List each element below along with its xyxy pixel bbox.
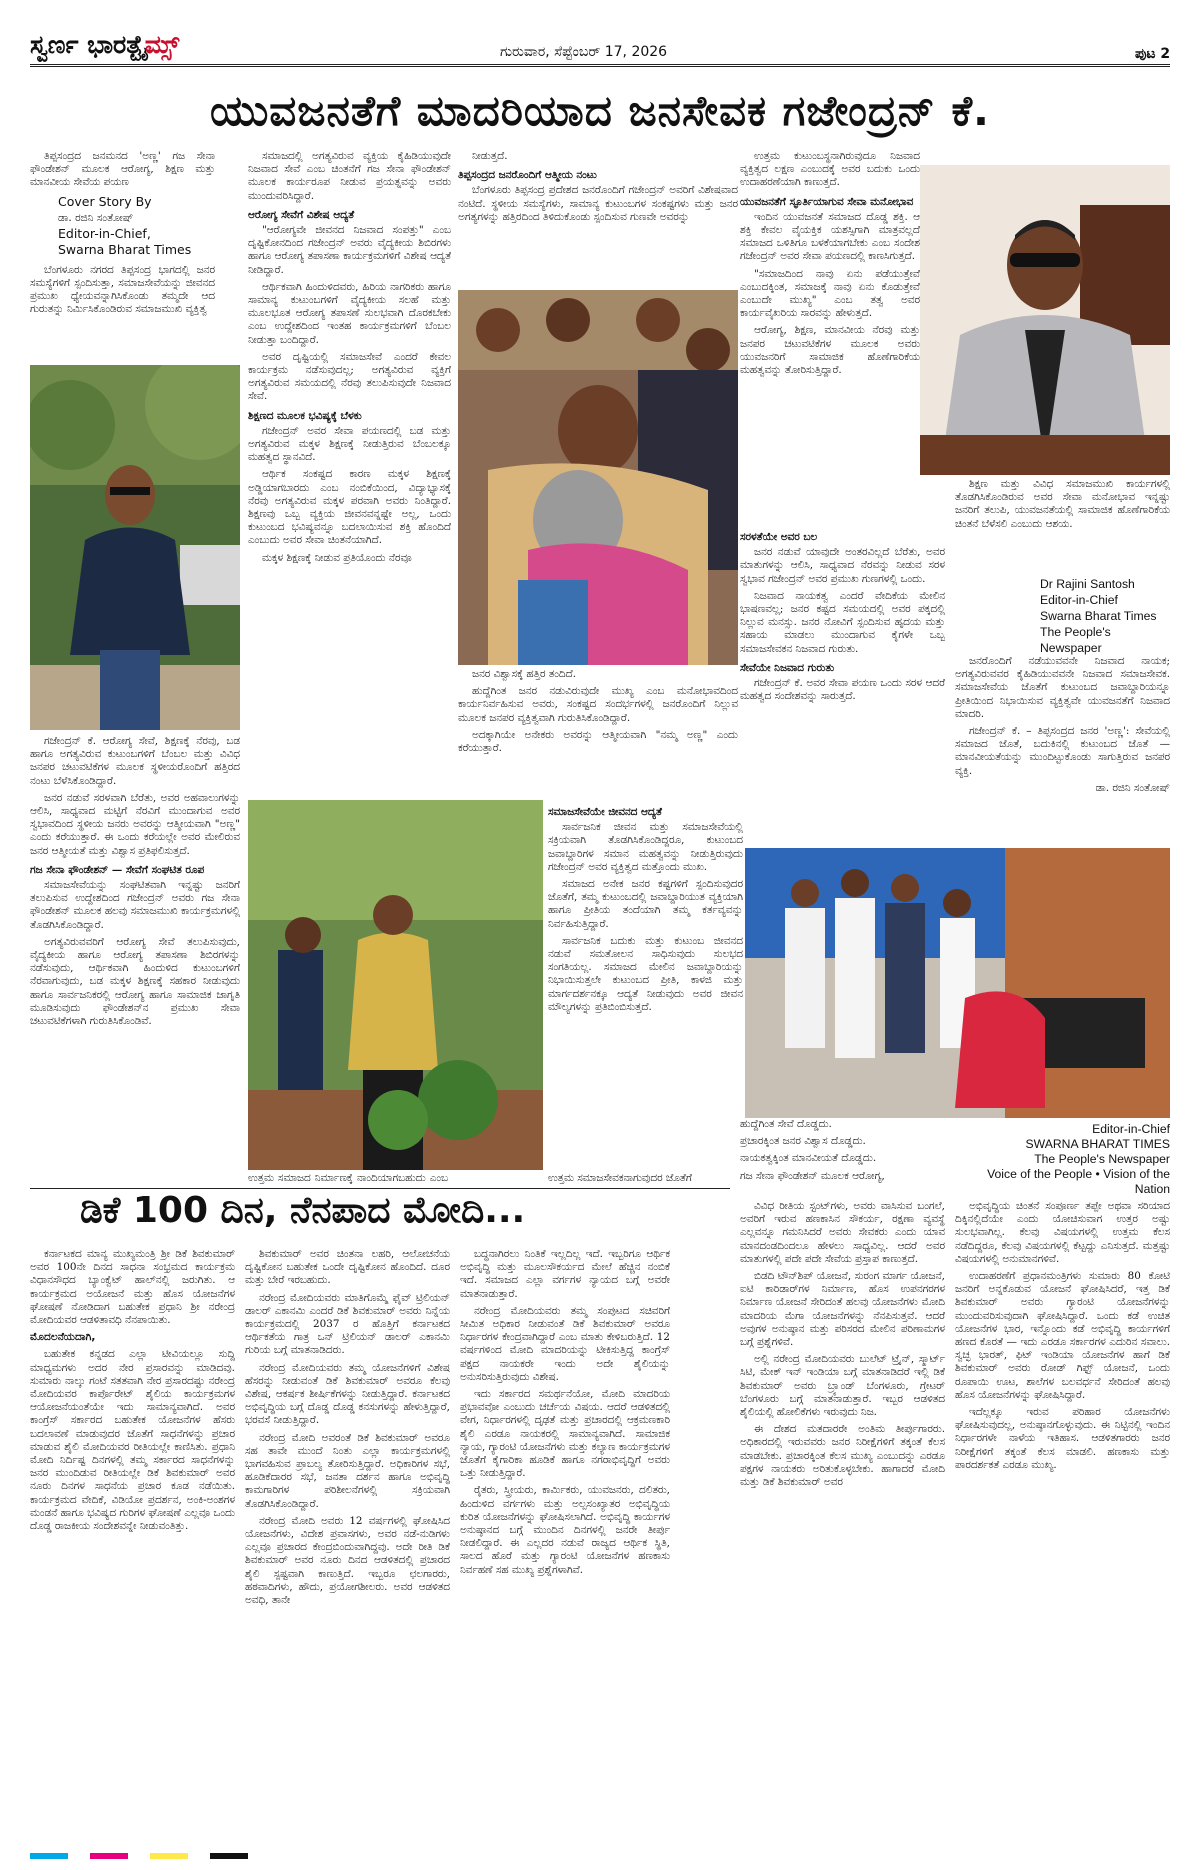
s2-c3-p1: ಬದ್ಧನಾಗಿರಲು ನಿಂತಿಕೆ ಇಲ್ಲದಿಲ್ಲ ಇದೆ. ಇಬ್ಬರಿಗೂ ಆರ್ಥಿಕ ಅಭಿವೃದ್ಧಿ ಮತ್ತು ಮೂಲಸೌಕರ್ಯದ ಮೇಲೆ ಹೆಚ್ಚಿನ ನಂಬಿಕೆ ಇದೆ. ಸಮಾಜದ ಎಲ್ಲಾ ವರ್ಗಗಳ ನ್ಯಾಯದ ಬಗ್ಗೆ ಅವರೇ ಮಾತನಾಡುತ್ತಾರೆ. — [460, 1248, 670, 1300]
s2-c1-p3: ಬಹುತೇಕ ಕನ್ನಡದ ಎಲ್ಲಾ ಟೀವಿಯಲ್ಲೂ ಸುದ್ದಿ ಮಾಧ್ಯಮಗಳು ಅದರ ನೇರ ಪ್ರಸಾರವನ್ನು ಮಾಡಿದವು. ಸುಮಾರು ನಾಲ್ಕು ಗಂಟೆ ಸತತವಾಗಿ ನೇರ ಪ್ರಸಾರದಷ್ಟು ನರೇಂದ್ರ ಮೋದಿಯವರ ಕಾರ್ಪೊರೇಟ್ ಶೈಲಿಯ ಕಾರ್ಯಕ್ರಮಗಳ ಆಯೋಜನೆಯಂತೆಯೇ ಇದು ಸಾಮಾನ್ಯವಾಗಿದೆ. ಅವರ ಕಾಂಗ್ರೆಸ್ ಸರ್ಕಾರದ ಬಹುತೇಕ ಯೋಜನೆಗಳ ಹೆಸರು ಬದಲಾವಣೆ ಮಾಡುವುದರ ಜೊತೆಗೆ ಸಾಧನೆಗಳನ್ನು ಪ್ರಚಾರ ಮಾಡುವ ಶೈಲಿ ಮೋದಿಯವರ ರೀತಿಯಲ್ಲೇ ಕಾಣಿಸಿತು. ಪ್ರಧಾನಿ ಮೋದಿ ನಿರ್ದಿಷ್ಟ ದಿನಗಳಲ್ಲಿ ತಮ್ಮ ಸರ್ಕಾರದ ಸಾಧನೆಗಳನ್ನು ಜನರ ಮುಂದಿಡುವ ರೀತಿಯಲ್ಲೇ ಡಿಕೆ ಶಿವಕುಮಾರ್ ಅವರ ನೂರು ದಿನಗಳ ಸಾಧನೆಯ ಪ್ರಚಾರ ಕೂಡ ನಡೆಯಿತು. ಕಾರ್ಯಕ್ರಮದ ವೇದಿಕೆ, ವಿಡಿಯೋ ಪ್ರದರ್ಶನ, ಅಂಕಿ-ಅಂಶಗಳ ಮಂಡನೆ ಹಾಗೂ ಭವಿಷ್ಯದ ಗುರಿಗಳ ಘೋಷಣೆ ಎಲ್ಲವೂ ಒಂದು ದೊಡ್ಡ ರಾಜಕೀಯ ಸಂದೇಶವನ್ನೇ ನೀಡುವಂತಿತ್ತು. — [30, 1348, 235, 1533]
col1-para-3: ಸಮಾಜಸೇವೆಯನ್ನು ಸಂಘಟಿತವಾಗಿ ಇನ್ನಷ್ಟು ಜನರಿಗೆ ತಲುಪಿಸುವ ಉದ್ದೇಶದಿಂದ ಗಜೇಂದ್ರನ್ ಅವರು ಗಜ ಸೇನಾ ಫೌಂಡೇಶನ್ ಮೂಲಕ ಹಲವು ಸಮಾಜಮುಖಿ ಕಾರ್ಯಕ್ರಮಗಳಲ್ಲಿ ತೊಡಗಿಸಿಕೊಂಡಿದ್ದಾರೆ. — [30, 879, 240, 931]
col4-subhead-2: ಸರಳತೆಯೇ ಅವರ ಬಲ — [740, 531, 818, 543]
s2-c3-p4: ರೈತರು, ಸ್ತ್ರೀಯರು, ಕಾರ್ಮಿಕರು, ಯುವಜನರು, ದಲಿತರು, ಹಿಂದುಳಿದ ವರ್ಗಗಳು ಮತ್ತು ಅಲ್ಪಸಂಖ್ಯಾತರ ಅಭಿವೃದ್ಧಿಯ ಕುರಿತ ಯೋಜನೆಗಳನ್ನು ಘೋಷಿಸಲಾಗಿದೆ. ಅಭಿವೃದ್ಧಿ ಕಾರ್ಯಗಳ ಅನುಷ್ಠಾನದ ಬಗ್ಗೆ ಮುಂದಿನ ದಿನಗಳಲ್ಲಿ ಜನರೇ ತೀರ್ಪು ನೀಡಲಿದ್ದಾರೆ. ಈ ಎಲ್ಲದರ ನಡುವೆ ರಾಜ್ಯದ ಆರ್ಥಿಕ ಸ್ಥಿತಿ, ಸಾಲದ ಹೊರೆ ಮತ್ತು ಗ್ಯಾರಂಟಿ ಯೋಜನೆಗಳ ಹಣಕಾಸು ನಿರ್ವಹಣೆ ಸಹ ಮುಖ್ಯ ಪ್ರಶ್ನೆಗಳಾಗಿವೆ. — [460, 1484, 670, 1576]
s2-c2-p4: ನರೇಂದ್ರ ಮೋದಿ ಅವರಂತೆ ಡಿಕೆ ಶಿವಕುಮಾರ್ ಅವರೂ ಸಹ ತಾವೇ ಮುಂದೆ ನಿಂತು ಎಲ್ಲಾ ಕಾರ್ಯಕ್ರಮಗಳಲ್ಲಿ ಭಾಗವಹಿಸುವ ಪ್ರಾಬಲ್ಯ ತೋರಿಸುತ್ತಿದ್ದಾರೆ. ಅಧಿಕಾರಿಗಳ ಸಭೆ, ಹೂಡಿಕೆದಾರರ ಸಭೆ, ಜನತಾ ದರ್ಶನ ಹಾಗೂ ಅಭಿವೃದ್ಧಿ ಕಾಮಗಾರಿಗಳ ಪರಿಶೀಲನೆಗಳಲ್ಲಿ ಸಕ್ರಿಯವಾಗಿ ತೊಡಗಿಸಿಕೊಂಡಿದ್ದಾರೆ. — [245, 1431, 450, 1510]
col4-list-3: ನಾಯಕತ್ವಕ್ಕಿಂತ ಮಾನವೀಯತೆ ದೊಡ್ಡದು. — [740, 1152, 877, 1165]
issue-date: ಗುರುವಾರ, ಸೆಪ್ಟೆಂಬರ್ 17, 2026 — [500, 44, 668, 60]
col2-continuation — [248, 1172, 448, 1186]
col4-para-5: ಜನರ ನಡುವೆ ಯಾವುದೇ ಅಂತರವಿಲ್ಲದೆ ಬೆರೆತು, ಅವರ ಮಾತುಗಳನ್ನು ಆಲಿಸಿ, ಸಾಧ್ಯವಾದ ನೆರವನ್ನು ನೀಡುವ ಸರಳ ಸ್ವಭಾವ ಗಜೇಂದ್ರನ್ ಅವರ ಪ್ರಮುಖ ಗುಣಗಳಲ್ಲಿ ಒಂದು. — [740, 546, 945, 585]
byline-line-1: Cover Story By — [58, 193, 152, 209]
s2-c5-p1: ಅಭಿವೃದ್ಧಿಯ ಚಿಂತನೆ ಸಂಪೂರ್ಣ ತಪ್ಪೇ ಅಥವಾ ಸರಿಯಾದ ದಿಕ್ಕಿನಲ್ಲಿದೆಯೇ ಎಂದು ಯೋಚಿಸುವಾಗ ಉತ್ತರ ಅಷ್ಟು ಸುಲಭವಾಗಿಲ್ಲ. ಕೆಲವು ವಿಷಯಗಳಲ್ಲಿ ಉತ್ತಮ ಕೆಲಸ ನಡೆದಿದ್ದರೂ, ಕೆಲವು ವಿಷಯಗಳಲ್ಲಿ ಕೆಟ್ಟದ್ದು ಎನಿಸುತ್ತದೆ. ಮತ್ತಷ್ಟು ವಿಷಯಗಳಲ್ಲಿ ಅನುಮಾನಗಳಿವೆ. — [955, 1200, 1170, 1265]
col2-para-2: "ಆರೋಗ್ಯವೇ ಜೀವನದ ನಿಜವಾದ ಸಂಪತ್ತು" ಎಂಬ ದೃಷ್ಟಿಕೋನದಿಂದ ಗಜೇಂದ್ರನ್ ಅವರು ವೈದ್ಯಕೀಯ ಶಿಬಿರಗಳು ಹಾಗೂ ಆರೋಗ್ಯ ತಪಾಸಣಾ ಕಾರ್ಯಕ್ರಮಗಳಿಗೆ ವಿಶೇಷ ಆದ್ಯತೆ ನೀಡಿದ್ದಾರೆ. — [248, 224, 451, 276]
col3-para-6: ಸಾರ್ವಜನಿಕ ಜೀವನ ಮತ್ತು ಸಮಾಜಸೇವೆಯಲ್ಲಿ ಸಕ್ರಿಯವಾಗಿ ತೊಡಗಿಸಿಕೊಂಡಿದ್ದರೂ, ಕುಟುಂಬದ ಜವಾಬ್ದಾರಿಗಳ ಸಮಾನ ಮಹತ್ವವನ್ನು ನೀಡುತ್ತಿರುವುದು ಗಜೇಂದ್ರನ್ ಅವರ ವ್ಯಕ್ತಿತ್ವದ ಮತ್ತೊಂದು ಮುಖ. — [548, 821, 743, 873]
col5-para-2: ಜನರೊಂದಿಗೆ ನಡೆಯುವವನೇ ನಿಜವಾದ ನಾಯಕ; ಅಗತ್ಯವಿರುವವರ ಕೈಹಿಡಿಯುವವನೇ ನಿಜವಾದ ಸಮಾಜಸೇವಕ. ಸಮಾಜಸೇವೆಯ ಜೊತೆಗೆ ಕುಟುಂಬದ ಜವಾಬ್ದಾರಿಯನ್ನೂ ಪ್ರೀತಿಯಿಂದ ನಿಭಾಯಿಸುವ ವ್ಯಕ್ತಿತ್ವವೇ ಯುವಜನತೆಗೆ ನಿಜವಾದ ಮಾದರಿ. — [955, 655, 1170, 720]
story1-col3-top — [458, 150, 738, 290]
portrait-illustration — [30, 365, 240, 730]
sig1-line-3: Swarna Bharat Times — [1040, 609, 1157, 623]
cmyk-bar-black — [210, 1853, 248, 1859]
col3-subhead-1: ತಿಪ್ಪಸಂದ್ರದ ಜನರೊಂದಿಗೆ ಆತ್ಮೀಯ ನಂಟು — [458, 169, 597, 182]
s2-c4-p4: ಈ ದೇಶದ ಮತದಾರರೇ ಅಂತಿಮ ತೀರ್ಪುಗಾರರು. ಅಧಿಕಾರದಲ್ಲಿ ಇರುವವರು ಜನರ ನಿರೀಕ್ಷೆಗಳಿಗೆ ತಕ್ಕಂತೆ ಕೆಲಸ ಮಾಡಬೇಕು. ಪ್ರಚಾರಕ್ಕಿಂತ ಕೆಲಸ ಮುಖ್ಯ ಎಂಬುದನ್ನು ಎರಡೂ ಪಕ್ಷಗಳ ನಾಯಕರು ಅರಿತುಕೊಳ್ಳಬೇಕು. ಹಾಗಾದರೆ ಮೋದಿ ಮತ್ತು ಡಿಕೆ ಶಿವಕುಮಾರ್ ಅವರ — [740, 1423, 945, 1489]
col3-para-1: ನೀಡುತ್ತದೆ. — [472, 150, 508, 162]
medical-camp-illustration — [745, 848, 1170, 1118]
cmyk-bar-cyan — [30, 1853, 68, 1859]
story1-col3-mid — [458, 668, 738, 798]
s2-c2-p1: ಶಿವಕುಮಾರ್ ಅವರ ಚಿಂತನಾ ಲಹರಿ, ಆಲೋಚನೆಯ ದೃಷ್ಟಿಕೋನ ಬಹುತೇಕ ಒಂದೇ ದೃಷ್ಟಿಕೋನ ಹೊಂದಿದೆ. ದೂರ ಮತ್ತು ಬೇರೆ ಇರಬಹುದು. — [245, 1248, 450, 1287]
hug-illustration — [458, 290, 738, 665]
s2-c2-p5: ನರೇಂದ್ರ ಮೋದಿ ಅವರು 12 ವರ್ಷಗಳಲ್ಲಿ ಘೋಷಿಸಿದ ಯೋಜನೆಗಳು, ವಿದೇಶ ಪ್ರವಾಸಗಳು, ಅವರ ನಡೆ-ನುಡಿಗಳು ಎಲ್ಲವೂ ಪ್ರಚಾರದ ಕೇಂದ್ರಬಿಂದುವಾಗಿದ್ದವು. ಅದೇ ರೀತಿ ಡಿಕೆ ಶಿವಕುಮಾರ್ ಅವರ ನೂರು ದಿನದ ಆಡಳಿತದಲ್ಲಿ ಪ್ರಚಾರದ ಶೈಲಿ ಸ್ಪಷ್ಟವಾಗಿ ಕಾಣುತ್ತಿದೆ. ಇಬ್ಬರೂ ಛಲಗಾರರು, ಹಠವಾದಿಗಳು, ಹೌದು, ಪ್ರಯೋಗಶೀಲರು. ಅವರ ಆಡಳಿತದ ಅವಧಿ, ತಾನೇ — [245, 1514, 450, 1607]
s2-c1-p2: ಮೊದಲನೆಯದಾಗಿ, — [30, 1331, 96, 1344]
col2-para-4: ಅವರ ದೃಷ್ಟಿಯಲ್ಲಿ ಸಮಾಜಸೇವೆ ಎಂದರೆ ಕೇವಲ ಕಾರ್ಯಕ್ರಮ ನಡೆಸುವುದಲ್ಲ; ಅಗತ್ಯವಿರುವ ವ್ಯಕ್ತಿಗೆ ಅಗತ್ಯವಿರುವ ಸಮಯದಲ್ಲಿ ನೆರವು ತಲುಪಿಸುವುದೇ ನಿಜವಾದ ಸೇವೆ. — [248, 350, 451, 403]
col4-para-6: ನಿಜವಾದ ನಾಯಕತ್ವ ಎಂದರೆ ವೇದಿಕೆಯ ಮೇಲಿನ ಭಾಷಣವಲ್ಲ; ಜನರ ಕಷ್ಟದ ಸಮಯದಲ್ಲಿ ಅವರ ಪಕ್ಕದಲ್ಲಿ ನಿಲ್ಲುವ ಮನಸ್ಸು. ಜನರ ನೋವಿಗೆ ಸ್ಪಂದಿಸುವ ಹೃದಯ ಮತ್ತು ಸಹಾಯ ಮಾಡಲು ಮುಂದಾಗುವ ಕೈಗಳೇ ಒಬ್ಬ ಸಮಾಜಸೇವಕನ ನಿಜವಾದ ಗುರುತು. — [740, 589, 945, 655]
masthead-part2: ಟೈಮ್ಸ್ — [144, 30, 180, 59]
col4-subhead-1: ಯುವಜನತೆಗೆ ಸ್ಫೂರ್ತಿಯಾಗುವ ಸೇವಾ ಮನೋಭಾವ — [740, 195, 914, 208]
story2-col5 — [955, 1200, 1170, 1843]
s2-c4-p1: ವಿವಿಧ ರೀತಿಯ ಸ್ಟಂಟ್‌ಗಳು, ಅವರು ವಾಸಿಸುವ ಬಂಗಲೆ, ಅವರಿಗೆ ಇರುವ ಹಣಕಾಸಿನ ಸೌಕರ್ಯ, ರಕ್ಷಣಾ ವ್ಯವಸ್ಥೆ ಎಲ್ಲವನ್ನೂ ಗಮನಿಸಿದರೆ ಅವರು ಸೇವಕರು ಎಂದು ಯಾವ ಮಾನದಂಡದಿಂದಲೂ ಹೇಳಲು ಸಾಧ್ಯವಿಲ್ಲ. ಆದರೆ ಅವರ ಮಾತುಗಳಲ್ಲಿ ಪದೇ ಪದೇ ಸೇವೆಯ ಪ್ರಸ್ತಾಪ ಕಾಣುತ್ತದೆ. — [740, 1200, 945, 1265]
byline-line-4: Swarna Bharat Times — [58, 241, 192, 257]
signature-block-2 — [950, 1122, 1170, 1197]
s2-c4-p3: ಅಲ್ಲಿ ನರೇಂದ್ರ ಮೋದಿಯವರು ಬುಲೆಟ್ ಟ್ರೈನ್, ಸ್ಮಾರ್ಟ್ ಸಿಟಿ, ಮೇಕ್ ಇನ್ ಇಂಡಿಯಾ ಬಗ್ಗೆ ಮಾತನಾಡಿದರೆ ಇಲ್ಲಿ ಡಿಕೆ ಶಿವಕುಮಾರ್ ಅವರು ಬ್ರ್ಯಾಂಡ್ ಬೆಂಗಳೂರು, ಗ್ರೇಟರ್ ಬೆಂಗಳೂರು ಬಗ್ಗೆ ಮಾತನಾಡುತ್ತಾರೆ. ಇಬ್ಬರ ಆಡಳಿತದ ಶೈಲಿಯಲ್ಲಿ ಹೋಲಿಕೆಗಳು ಇರುವುದು ನಿಜ. — [740, 1353, 945, 1419]
sig1-line-1: Dr Rajini Santosh — [1040, 577, 1135, 591]
story1-col1-bottom — [30, 735, 240, 1175]
masthead-logo — [30, 30, 179, 60]
photo-gajendran-portrait — [30, 365, 240, 730]
story1-col4-bottom — [740, 525, 945, 845]
col4-para-2: ಇಂದಿನ ಯುವಜನತೆ ಸಮಾಜದ ದೊಡ್ಡ ಶಕ್ತಿ. ಆ ಶಕ್ತಿ ಕೇವಲ ವೈಯಕ್ತಿಕ ಯಶಸ್ಸಿಗಾಗಿ ಮಾತ್ರವಲ್ಲದೆ ಸಮಾಜದ ಒಳಿತಿಗೂ ಬಳಕೆಯಾಗಬೇಕು ಎಂಬ ಸಂದೇಶ ಗಜೇಂದ್ರನ್ ಅವರ ಸೇವಾ ಪಯಣದಲ್ಲಿ ಕಾಣಸಿಗುತ್ತದೆ. — [740, 210, 920, 263]
col4-para-4: ಆರೋಗ್ಯ, ಶಿಕ್ಷಣ, ಮಾನವೀಯ ನೆರವು ಮತ್ತು ಜನಪರ ಚಟುವಟಿಕೆಗಳ ಮೂಲಕ ಅವರು ಯುವಜನರಿಗೆ ಸಾಮಾಜಿಕ ಹೊಣೆಗಾರಿಕೆಯ ಮಹತ್ವವನ್ನು ತೋರಿಸುತ್ತಿದ್ದಾರೆ. — [740, 324, 920, 377]
col2-subhead-2: ಶಿಕ್ಷಣದ ಮೂಲಕ ಭವಿಷ್ಯಕ್ಕೆ ಬೆಳಕು — [248, 409, 362, 422]
col3-para-3: ಜನರ ವಿಶ್ವಾಸಕ್ಕೆ ಹತ್ತಿರ ತಂದಿದೆ. — [472, 668, 577, 680]
masthead-part1: ಸ್ವರ್ಣ ಭಾರತ್ — [30, 30, 145, 59]
col3-subhead-2: ಸಮಾಜಸೇವೆಯೇ ಜೀವನದ ಆದ್ಯತೆ — [548, 806, 662, 818]
photo-medical-camp — [745, 848, 1170, 1118]
sig1-line-2: Editor-in-Chief — [1040, 593, 1118, 607]
col3-para-4: ಹುದ್ದೆಗಿಂತ ಜನರ ನಡುವಿರುವುದೇ ಮುಖ್ಯ ಎಂಬ ಮನೋಭಾವದಿಂದ ಕಾರ್ಯನಿರ್ವಹಿಸುವ ಅವರು, ಸಂಕಷ್ಟದ ಸಂದರ್ಭಗಳಲ್ಲಿ ಜನರೊಂದಿಗೆ ನಿಲ್ಲುವ ಮೂಲಕ ಜನಪರ ವ್ಯಕ್ತಿತ್ವವಾಗಿ ಗುರುತಿಸಿಕೊಂಡಿದ್ದಾರೆ. — [458, 685, 738, 724]
col2-para-6: ಆರ್ಥಿಕ ಸಂಕಷ್ಟದ ಕಾರಣ ಮಕ್ಕಳ ಶಿಕ್ಷಣಕ್ಕೆ ಅಡ್ಡಿಯಾಗಬಾರದು ಎಂಬ ನಂಬಿಕೆಯಿಂದ, ವಿದ್ಯಾಭ್ಯಾಸಕ್ಕೆ ನೆರವು ಅಗತ್ಯವಿರುವ ಮಕ್ಕಳ ಪರವಾಗಿ ಅವರು ನಿಂತಿದ್ದಾರೆ. ಶಿಕ್ಷಣವು ಒಬ್ಬ ವ್ಯಕ್ತಿಯ ಜೀವನವನ್ನಷ್ಟೇ ಅಲ್ಲ, ಒಂದು ಕುಟುಂಬದ ಭವಿಷ್ಯವನ್ನೂ ಬದಲಾಯಿಸುವ ಶಕ್ತಿ ಹೊಂದಿದೆ ಎಂಬುದು ಅವರ ಸೇವಾ ಚಿಂತನೆಯಾಗಿದೆ. — [248, 468, 451, 547]
story1-headline: ಯುವಜನತೆಗೆ ಮಾದರಿಯಾದ ಜನಸೇವಕ ಗಜೇಂದ್ರನ್ ಕೆ. — [209, 86, 991, 135]
col3-para-7: ಸಮಾಜದ ಅನೇಕ ಜನರ ಕಷ್ಟಗಳಿಗೆ ಸ್ಪಂದಿಸುವುದರ ಜೊತೆಗೆ, ತಮ್ಮ ಕುಟುಂಬದಲ್ಲಿ ಜವಾಬ್ದಾರಿಯುತ ವ್ಯಕ್ತಿಯಾಗಿ ಹಾಗೂ ಪ್ರೀತಿಯ ತಂದೆಯಾಗಿ ತಮ್ಮ ಕರ್ತವ್ಯವನ್ನು ನಿರ್ವಹಿಸುತ್ತಿದ್ದಾರೆ. — [548, 878, 743, 930]
story1-col4-top — [740, 150, 920, 520]
col4-subhead-3: ಸೇವೆಯೇ ನಿಜವಾದ ಗುರುತು — [740, 661, 835, 674]
byline-line-3: Editor-in-Chief, — [58, 225, 151, 241]
sig1-line-4: The People's Newspaper — [1040, 625, 1111, 655]
story2-col3 — [460, 1248, 670, 1843]
col4-list-4: ಗಜ ಸೇನಾ ಫೌಂಡೇಶನ್ ಮೂಲಕ ಆರೋಗ್ಯ, — [740, 1169, 885, 1182]
tree-planting-illustration — [248, 800, 543, 1170]
cmyk-bar-yellow — [150, 1853, 188, 1859]
col1-para-4: ಅಗತ್ಯವಿರುವವರಿಗೆ ಆರೋಗ್ಯ ಸೇವೆ ತಲುಪಿಸುವುದು, ವೈದ್ಯಕೀಯ ಹಾಗೂ ಆರೋಗ್ಯ ತಪಾಸಣಾ ಶಿಬಿರಗಳನ್ನು ನಡೆಸುವುದು, ಆರ್ಥಿಕವಾಗಿ ಹಿಂದುಳಿದ ಕುಟುಂಬಗಳಿಗೆ ನೆರವಾಗುವುದು, ಬಡ ಮಕ್ಕಳ ಶಿಕ್ಷಣಕ್ಕೆ ಸಹಕಾರ ನೀಡುವುದು ಹಾಗೂ ಸಾರ್ವಜನಿಕರಲ್ಲಿ ಆರೋಗ್ಯ ಹಾಗೂ ಸಾಮಾಜಿಕ ಜಾಗೃತಿ ಮೂಡಿಸುವುದು ಫೌಂಡೇಶನ್‌ನ ಪ್ರಮುಖ ಸೇವಾ ಚಟುವಟಿಕೆಗಳಾಗಿ ಗುರುತಿಸಿಕೊಂಡಿವೆ. — [30, 935, 240, 1028]
story2-headline: ಡಿಕೆ 100 ದಿನ, ನೆನಪಾದ ಮೋದಿ... — [80, 1190, 526, 1231]
story1-col5-bottom — [955, 655, 1170, 845]
s2-c2-p3: ನರೇಂದ್ರ ಮೋದಿಯವರು ತಮ್ಮ ಯೋಜನೆಗಳಿಗೆ ವಿಶೇಷ ಹೆಸರನ್ನು ನೀಡುವಂತೆ ಡಿಕೆ ಶಿವಕುಮಾರ್ ಅವರೂ ಕೆಲವು ವಿಶೇಷ, ಆಕರ್ಷಕ ಶೀರ್ಷಿಕೆಗಳನ್ನು ನೀಡುತ್ತಿದ್ದಾರೆ. ಕರ್ನಾಟಕದ ಅಭಿವೃದ್ಧಿಯ ಬಗ್ಗೆ ದೊಡ್ಡ ದೊಡ್ಡ ಕನಸುಗಳನ್ನು ಹೇಳುತ್ತಿದ್ದಾರೆ, ಭರವಸೆ ನೀಡುತ್ತಿದ್ದಾರೆ. — [245, 1361, 450, 1427]
photo-gajendran-suit — [920, 165, 1170, 475]
col3-para-5: ಅದಕ್ಕಾಗಿಯೇ ಅನೇಕರು ಅವರನ್ನು ಆತ್ಮೀಯವಾಗಿ "ನಮ್ಮ ಅಣ್ಣ" ಎಂದು ಕರೆಯುತ್ತಾರೆ. — [458, 728, 738, 755]
col2-para-5: ಗಜೇಂದ್ರನ್ ಅವರ ಸೇವಾ ಪಯಣದಲ್ಲಿ ಬಡ ಮತ್ತು ಅಗತ್ಯವಿರುವ ಮಕ್ಕಳ ಶಿಕ್ಷಣಕ್ಕೆ ನೀಡುತ್ತಿರುವ ಬೆಂಬಲಕ್ಕೂ ಮಹತ್ವದ ಸ್ಥಾನವಿದೆ. — [248, 424, 451, 464]
signature-block-1 — [1040, 576, 1170, 656]
story1-col1-top — [30, 150, 215, 360]
col4-list-2: ಪ್ರಚಾರಕ್ಕಿಂತ ಜನರ ವಿಶ್ವಾಸ ದೊಡ್ಡದು. — [740, 1135, 866, 1148]
s2-c2-p2: ನರೇಂದ್ರ ಮೋದಿಯವರು ಮಾತಿಗೊಮ್ಮೆ ಫೈವ್ ಟ್ರಿಲಿಯನ್ ಡಾಲರ್ ಎಕಾನಮಿ ಎಂದರೆ ಡಿಕೆ ಶಿವಕುಮಾರ್ ಅವರು ನಿನ್ನೆಯ ಕಾರ್ಯಕ್ರಮದಲ್ಲಿ 2037 ರ ಹೊತ್ತಿಗೆ ಕರ್ನಾಟಕದ ಆರ್ಥಿಕತೆಯ ಗಾತ್ರ ಒನ್ ಟ್ರಿಲಿಯನ್ ಡಾಲರ್ ಎಕಾನಮಿ ಗುರಿಯ ಬಗ್ಗೆ ಮಾತನಾಡಿದರು. — [245, 1291, 450, 1357]
col2-subhead-1: ಆರೋಗ್ಯ ಸೇವೆಗೆ ವಿಶೇಷ ಆದ್ಯತೆ — [248, 208, 355, 221]
story1-col5 — [955, 478, 1170, 573]
story1-col3-bottom — [548, 800, 743, 1160]
sig2-line-2: SWARNA BHARAT TIMES — [1025, 1137, 1170, 1151]
col3-para-8: ಸಾರ್ವಜನಿಕ ಬದುಕು ಮತ್ತು ಕುಟುಂಬ ಜೀವನದ ನಡುವೆ ಸಮತೋಲನ ಸಾಧಿಸುವುದು ಸುಲಭದ ಸಂಗತಿಯಲ್ಲ. ಸಮಾಜದ ಮೇಲಿನ ಜವಾಬ್ದಾರಿಯನ್ನು ನಿಭಾಯಿಸುತ್ತಲೇ ಕುಟುಂಬದ ಪ್ರೀತಿ, ಕಾಳಜಿ ಮತ್ತು ಮಾರ್ಗದರ್ಶನಕ್ಕೂ ಆದ್ಯತೆ ನೀಡುವುದು ಅವರ ಜೀವನ ಮೌಲ್ಯಗಳನ್ನು ಪ್ರತಿಬಿಂಬಿಸುತ್ತದೆ. — [548, 934, 743, 1013]
col5-para-1: ಶಿಕ್ಷಣ ಮತ್ತು ವಿವಿಧ ಸಮಾಜಮುಖಿ ಕಾರ್ಯಗಳಲ್ಲಿ ತೊಡಗಿಸಿಕೊಂಡಿರುವ ಅವರ ಸೇವಾ ಮನೋಭಾವ ಇನ್ನಷ್ಟು ಜನರಿಗೆ ತಲುಪಿ, ಯುವಜನತೆಯಲ್ಲಿ ಸಾಮಾಜಿಕ ಹೊಣೆಗಾರಿಕೆಯ ಚಿಂತನೆ ಬೆಳೆಸಲಿ ಎಂಬುದು ಆಶಯ. — [955, 478, 1170, 530]
col1-para-2: ಜನರ ನಡುವೆ ಸರಳವಾಗಿ ಬೆರೆತು, ಅವರ ಅಹವಾಲುಗಳನ್ನು ಆಲಿಸಿ, ಸಾಧ್ಯವಾದ ಮಟ್ಟಿಗೆ ನೆರವಿಗೆ ಮುಂದಾಗುವ ಅವರ ಸ್ವಭಾವದಿಂದ ಸ್ಥಳೀಯ ಜನರು ಅವರನ್ನು ಆತ್ಮೀಯವಾಗಿ "ಅಣ್ಣ" ಎಂದು ಕರೆಯುತ್ತಾರೆ. ಈ ಒಂದು ಕರೆಯಲ್ಲೇ ಅವರ ಮೇಲಿರುವ ಜನರ ಆತ್ಮೀಯತೆ ಮತ್ತು ವಿಶ್ವಾಸ ಪ್ರತಿಫಲಿಸುತ್ತದೆ. — [30, 791, 240, 857]
sig2-line-1: Editor-in-Chief — [1092, 1122, 1170, 1136]
col4-para-3: "ಸಮಾಜದಿಂದ ನಾವು ಏನು ಪಡೆಯುತ್ತೇವೆ ಎಂಬುದಕ್ಕಿಂತ, ಸಮಾಜಕ್ಕೆ ನಾವು ಏನು ಕೊಡುತ್ತೇವೆ ಎಂಬುದೇ ಮುಖ್ಯ" ಎಂಬ ತತ್ವ ಅವರ ಕಾರ್ಯವೈಖರಿಯ ಸಾರವನ್ನು ಹೇಳುತ್ತದೆ. — [740, 267, 920, 320]
masthead-rule — [30, 64, 1170, 65]
s2-c3-p2: ನರೇಂದ್ರ ಮೋದಿಯವರು ತಮ್ಮ ಸಂಪುಟದ ಸಚಿವರಿಗೆ ಸೀಮಿತ ಅಧಿಕಾರ ನೀಡುವಂತೆ ಡಿಕೆ ಶಿವಕುಮಾರ್ ಅವರೂ ನಿರ್ಧಾರಗಳ ಕೇಂದ್ರವಾಗಿದ್ದಾರೆ ಎಂಬ ಮಾತು ಕೇಳಿಬರುತ್ತಿದೆ. 12 ವರ್ಷಗಳಿಂದ ಮೋದಿ ಮಾದರಿಯನ್ನು ಟೀಕಿಸುತ್ತಿದ್ದ ಕಾಂಗ್ರೆಸ್ ಪಕ್ಷದ ನಾಯಕರೇ ಇಂದು ಅದೇ ಶೈಲಿಯನ್ನು ಅನುಸರಿಸುತ್ತಿರುವುದು ವಿಶೇಷ. — [460, 1304, 670, 1383]
s2-c4-p2: ಬಿಡದಿ ಟೌನ್‌ಶಿಪ್ ಯೋಜನೆ, ಸುರಂಗ ಮಾರ್ಗ ಯೋಜನೆ, ಐಟಿ ಕಾರಿಡಾರ್‌ಗಳ ನಿರ್ಮಾಣ, ಹೊಸ ಉಪನಗರಗಳ ನಿರ್ಮಾಣ ಯೋಜನೆ ಸೇರಿದಂತೆ ಹಲವು ಯೋಜನೆಗಳು ಮೋದಿ ಮಾದರಿಯ ಮೆಗಾ ಯೋಜನೆಗಳನ್ನು ನೆನಪಿಸುತ್ತವೆ. ಆದರೆ ಅವುಗಳ ಅನುಷ್ಠಾನ ಮತ್ತು ಪರಿಸರದ ಮೇಲಿನ ಪರಿಣಾಮಗಳ ಬಗ್ಗೆ ಪ್ರಶ್ನೆಗಳಿವೆ. — [740, 1270, 945, 1349]
story2-rule — [30, 1188, 730, 1189]
col5-para-3: ಗಜೇಂದ್ರನ್ ಕೆ. – ತಿಪ್ಪಸಂದ್ರದ ಜನರ 'ಅಣ್ಣ': ಸೇವೆಯಲ್ಲಿ ಸಮಾಜದ ಜೊತೆ, ಬದುಕಿನಲ್ಲಿ ಕುಟುಂಬದ ಜೊತೆ — ಮಾನವೀಯತೆಯನ್ನು ಮುಂದಿಟ್ಟುಕೊಂಡು ಸಾಗುತ್ತಿರುವ ಜನಪರ ವ್ಯಕ್ತಿ. — [955, 725, 1170, 777]
col1-subhead: ಗಜ ಸೇನಾ ಫೌಂಡೇಶನ್ — ಸೇವೆಗೆ ಸಂಘಟಿತ ರೂಪ — [30, 863, 205, 876]
col3-continuation — [548, 1172, 743, 1186]
s2-c1-p1: ಕರ್ನಾಟಕದ ಮಾನ್ಯ ಮುಖ್ಯಮಂತ್ರಿ ಶ್ರೀ ಡಿಕೆ ಶಿವಕುಮಾರ್ ಅವರ 100ನೇ ದಿನದ ಸಾಧನಾ ಸಂಭ್ರಮದ ಕಾರ್ಯಕ್ರಮ ವಿಧಾನಸೌಧದ ಬ್ಯಾಂಕ್ವೆಟ್ ಹಾಲ್‌ನಲ್ಲಿ ಜರುಗಿತು. ಆ ಕಾರ್ಯಕ್ರಮದ ಅಯೋಜನೆ ಮತ್ತು ಹೊಸ ಯೋಜನೆಗಳ ಘೋಷಣೆ ನೋಡಿದಾಗ ಬಹುತೇಕ ಪ್ರಧಾನಿ ಶ್ರೀ ನರೇಂದ್ರ ಮೋದಿಯವರ ಆಡಳಿತಾವಧಿ ನೆನಪಾಯಿತು. — [30, 1248, 235, 1327]
col2-tail: ಉತ್ತಮ ಸಮಾಜದ ನಿರ್ಮಾಣಕ್ಕೆ ನಾಂದಿಯಾಗಬಹುದು ಎಂಬ — [248, 1172, 448, 1184]
col5-author: ಡಾ. ರಜಿನಿ ಸಂತೋಷ್ — [1095, 781, 1170, 794]
s2-c5-p2: ಉದಾಹರಣೆಗೆ ಪ್ರಧಾನಮಂತ್ರಿಗಳು ಸುಮಾರು 80 ಕೋಟಿ ಜನರಿಗೆ ಅನ್ನಕೊಡುವ ಯೋಜನೆ ಘೋಷಿಸಿದರೆ, ಇತ್ತ ಡಿಕೆ ಶಿವಕುಮಾರ್ ಅವರು ಗ್ಯಾರಂಟಿ ಯೋಜನೆಗಳನ್ನು ಮುಂದುವರಿಸುವುದಾಗಿ ಘೋಷಿಸಿದ್ದಾರೆ. ಒಂದು ಕಡೆ ಉಚಿತ ಯೋಜನೆಗಳ ಭಾರ, ಇನ್ನೊಂದು ಕಡೆ ಅಭಿವೃದ್ಧಿ ಕಾರ್ಯಗಳಿಗೆ ಹಣದ ಕೊರತೆ — ಇದು ಎರಡೂ ಸರ್ಕಾರಗಳ ಎದುರಿನ ಸವಾಲು. ಸ್ವಚ್ಛ ಭಾರತ್, ಫಿಟ್ ಇಂಡಿಯಾ ಯೋಜನೆಗಳ ಹಾಗೆ ಡಿಕೆ ಶಿವಕುಮಾರ್ ಅವರು ರೋಡ್ ಗಿಫ್ಟ್ ಯೋಜನೆ, ಒಂದು ರೂಪಾಯಿ ಊಟ, ಶಾಲೆಗಳ ಬಲವರ್ಧನೆ ಸೇರಿದಂತೆ ಹಲವು ಹೊಸ ಯೋಜನೆಗಳನ್ನು ಘೋಷಿಸಿದ್ದಾರೆ. — [955, 1270, 1170, 1401]
col3-para-2: ಬೆಂಗಳೂರು ತಿಪ್ಪಸಂದ್ರ ಪ್ರದೇಶದ ಜನರೊಂದಿಗೆ ಗಜೇಂದ್ರನ್ ಅವರಿಗೆ ವಿಶೇಷವಾದ ನಂಟಿದೆ. ಸ್ಥಳೀಯ ಸಮಸ್ಯೆಗಳು, ಸಾಮಾನ್ಯ ಕುಟುಂಬಗಳ ಸಂಕಷ್ಟಗಳು ಮತ್ತು ಜನರ ಅಗತ್ಯಗಳನ್ನು ಹತ್ತಿರದಿಂದ ತಿಳಿದುಕೊಂಡು ಸ್ಪಂದಿಸುವ ಗುಣವೇ ಅವರನ್ನು — [458, 184, 738, 223]
col2-para-7: ಮಕ್ಕಳ ಶಿಕ್ಷಣಕ್ಕೆ ನೀಡುವ ಪ್ರತಿಯೊಂದು ನೆರವೂ — [262, 551, 412, 564]
col2-para-3: ಆರ್ಥಿಕವಾಗಿ ಹಿಂದುಳಿದವರು, ಹಿರಿಯ ನಾಗರಿಕರು ಹಾಗೂ ಸಾಮಾನ್ಯ ಕುಟುಂಬಗಳಿಗೆ ವೈದ್ಯಕೀಯ ಸಲಹೆ ಮತ್ತು ಮೂಲಭೂತ ಆರೋಗ್ಯ ತಪಾಸಣೆ ಸುಲಭವಾಗಿ ದೊರಕಬೇಕು ಎಂಬ ಉದ್ದೇಶದಿಂದ ಇಂತಹ ಕಾರ್ಯಕ್ರಮಗಳಿಗೆ ಬೆಂಬಲ ನೀಡುತ್ತಾ ಬಂದಿದ್ದಾರೆ. — [248, 280, 451, 346]
cmyk-bar-magenta — [90, 1853, 128, 1859]
suit-portrait-illustration — [920, 165, 1170, 475]
photo-hug — [458, 290, 738, 665]
photo-tree-planting — [248, 800, 543, 1170]
s2-c3-p3: ಇದು ಸರ್ಕಾರದ ಸಮರ್ಥನೆಯೋ, ಮೋದಿ ಮಾದರಿಯ ಪ್ರಭಾವವೋ ಎಂಬುದು ಚರ್ಚೆಯ ವಿಷಯ. ಆದರೆ ಆಡಳಿತದಲ್ಲಿ ವೇಗ, ನಿರ್ಧಾರಗಳಲ್ಲಿ ದೃಢತೆ ಮತ್ತು ಪ್ರಚಾರದಲ್ಲಿ ಆಕ್ರಮಣಕಾರಿ ಶೈಲಿ ಎರಡೂ ನಾಯಕರಲ್ಲಿ ಸಾಮಾನ್ಯವಾಗಿದೆ. ಸಾಮಾಜಿಕ ನ್ಯಾಯ, ಗ್ಯಾರಂಟಿ ಯೋಜನೆಗಳು ಮತ್ತು ಕಲ್ಯಾಣ ಕಾರ್ಯಕ್ರಮಗಳ ಜೊತೆಗೆ ಕೈಗಾರಿಕಾ ಹೂಡಿಕೆ ಹಾಗೂ ನಗರಾಭಿವೃದ್ಧಿಗೆ ಅವರು ಒತ್ತು ನೀಡುತ್ತಿದ್ದಾರೆ. — [460, 1388, 670, 1480]
s2-c5-p3: ಇದೆಲ್ಲಕ್ಕೂ ಇರುವ ಪರಿಹಾರ ಯೋಜನೆಗಳು ಘೋಷಿಸುವುದಲ್ಲ, ಅನುಷ್ಠಾನಗೊಳ್ಳುವುದು. ಈ ನಿಟ್ಟಿನಲ್ಲಿ ಇಂದಿನ ನಿರ್ಧಾರಗಳೇ ನಾಳೆಯ ಇತಿಹಾಸ. ಆಡಳಿತಗಾರರು ಜನರ ನಿರೀಕ್ಷೆಗಳಿಗೆ ತಕ್ಕಂತೆ ಕೆಲಸ ಮಾಡಲಿ. ಹಣಕಾಸು ಮತ್ತು ಪಾರದರ್ಶಕತೆ ಎರಡೂ ಮುಖ್ಯ. — [955, 1406, 1170, 1471]
story2-col4 — [740, 1200, 945, 1843]
byline — [58, 194, 215, 258]
story1-col1-para: ಬೆಂಗಳೂರು ನಗರದ ತಿಪ್ಪಸಂದ್ರ ಭಾಗದಲ್ಲಿ ಜನರ ಸಮಸ್ಯೆಗಳಿಗೆ ಸ್ಪಂದಿಸುತ್ತಾ, ಸಮಾಜಸೇವೆಯನ್ನು ಜೀವನದ ಪ್ರಮುಖ ಧ್ಯೇಯವನ್ನಾಗಿಸಿಕೊಂಡು ತಮ್ಮದೇ ಆದ ಗುರುತನ್ನು ನಿರ್ಮಿಸಿಕೊಂಡಿರುವ ಸಮಾಜಮುಖಿ ವ್ಯಕ್ತಿತ್ವ — [30, 263, 215, 316]
page-number: ಪುಟ 2 — [1135, 46, 1171, 62]
masthead-rule-2 — [30, 66, 1170, 67]
col1-para-1: ಗಜೇಂದ್ರನ್ ಕೆ. ಆರೋಗ್ಯ ಸೇವೆ, ಶಿಕ್ಷಣಕ್ಕೆ ನೆರವು, ಬಡ ಹಾಗೂ ಅಗತ್ಯವಿರುವ ಕುಟುಂಬಗಳಿಗೆ ಬೆಂಬಲ ಮತ್ತು ವಿವಿಧ ಜನಪರ ಚಟುವಟಿಕೆಗಳ ಮೂಲಕ ಸ್ಥಳೀಯರೊಂದಿಗೆ ಹತ್ತಿರದ ನಂಟು ಬೆಳೆಸಿಕೊಂಡಿದ್ದಾರೆ. — [30, 735, 240, 787]
col4-para-1: ಉತ್ತಮ ಕುಟುಂಬಸ್ಥನಾಗಿರುವುದೂ ನಿಜವಾದ ವ್ಯಕ್ತಿತ್ವದ ಲಕ್ಷಣ ಎಂಬುದಕ್ಕೆ ಅವರ ಬದುಕು ಒಂದು ಉದಾಹರಣೆಯಾಗಿ ಕಾಣುತ್ತದೆ. — [740, 150, 920, 189]
story1-intro: ತಿಪ್ಪಸಂದ್ರದ ಜನಮನದ 'ಅಣ್ಣ' ಗಜ ಸೇನಾ ಫೌಂಡೇಶನ್ ಮೂಲಕ ಆರೋಗ್ಯ, ಶಿಕ್ಷಣ ಮತ್ತು ಮಾನವೀಯ ಸೇವೆಯ ಪಯಣ — [30, 150, 215, 189]
col3-tail: ಉತ್ತಮ ಸಮಾಜಸೇವಕನಾಗುವುದರ ಜೊತೆಗೆ — [548, 1172, 692, 1184]
story2-col2 — [245, 1248, 450, 1843]
story1-col4-list — [740, 1118, 940, 1193]
story1-col2 — [248, 150, 451, 795]
sig2-line-4: Voice of the People • Vision of the Nation — [987, 1167, 1170, 1196]
col4-para-7: ಗಜೇಂದ್ರನ್ ಕೆ. ಅವರ ಸೇವಾ ಪಯಣ ಒಂದು ಸರಳ ಆದರೆ ಮಹತ್ವದ ಸಂದೇಶವನ್ನು ಸಾರುತ್ತದೆ. — [740, 677, 945, 703]
story2-col1 — [30, 1248, 235, 1843]
col2-para-1: ಸಮಾಜದಲ್ಲಿ ಅಗತ್ಯವಿರುವ ವ್ಯಕ್ತಿಯ ಕೈಹಿಡಿಯುವುದೇ ನಿಜವಾದ ಸೇವೆ ಎಂಬ ಚಿಂತನೆಗೆ ಗಜ ಸೇನಾ ಫೌಂಡೇಶನ್ ಮೂಲಕ ಕಾರ್ಯರೂಪ ನೀಡುವ ಪ್ರಯತ್ನವನ್ನು ಅವರು ಮುಂದುವರಿಸಿದ್ದಾರೆ. — [248, 150, 451, 202]
byline-line-2: ಡಾ. ರಜಿನಿ ಸಂತೋಷ್ — [58, 211, 134, 224]
sig2-line-3: The People's Newspaper — [1034, 1152, 1170, 1166]
col4-list-1: ಹುದ್ದೆಗಿಂತ ಸೇವೆ ದೊಡ್ಡದು. — [740, 1118, 832, 1130]
